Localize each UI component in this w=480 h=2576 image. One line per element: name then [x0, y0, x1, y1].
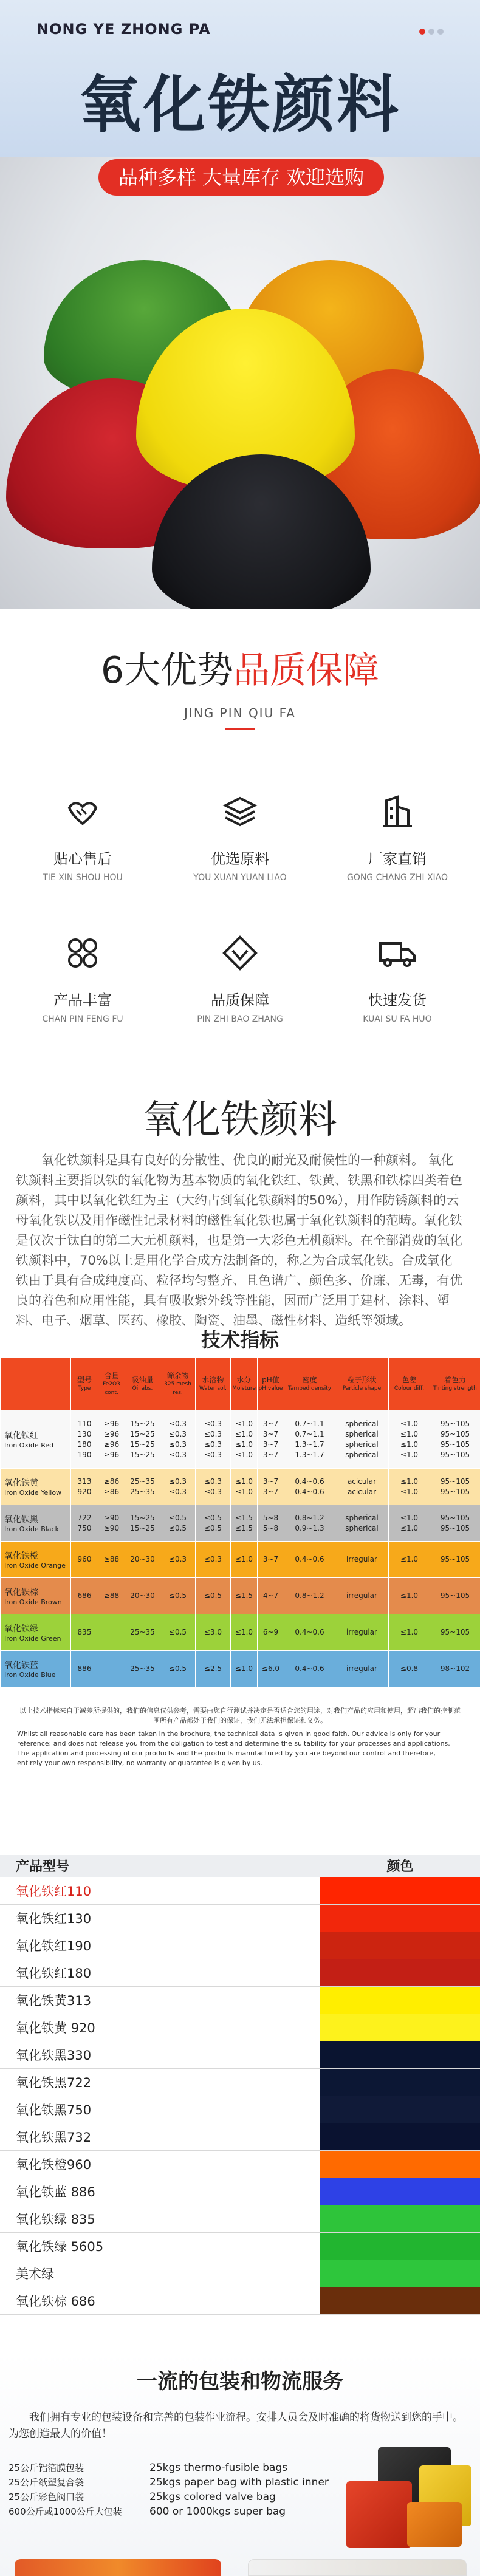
color-row: [0, 2287, 480, 2314]
hero-banner: [0, 0, 480, 189]
packaging-bag-red: [346, 2481, 412, 2548]
color-row: [0, 1986, 480, 2014]
color-row: [0, 2205, 480, 2232]
spec-cell: ≤0.3 ≤0.3: [196, 1469, 231, 1505]
color-row: [0, 1959, 480, 1986]
hero-title: 氧化铁颜料: [79, 69, 401, 142]
spec-cell: 0.8~1.2 0.9~1.3: [284, 1505, 335, 1542]
spec-cell: spherical spherical: [335, 1505, 389, 1542]
spec-cell: 0.7~1.1 0.7~1.1 1.3~1.7 1.3~1.7: [284, 1410, 335, 1469]
spec-header-cell: 水分 Moisture: [231, 1358, 258, 1410]
color-row: [0, 2096, 480, 2123]
color-table: [0, 1855, 480, 2315]
layers-icon: [221, 792, 259, 831]
spec-cell: ≤1.0: [231, 1614, 258, 1651]
spec-cell: ≤1.0: [389, 1614, 430, 1651]
feature-title: 优选原料: [211, 850, 269, 867]
feature-title: 快速发货: [368, 992, 427, 1009]
product-photo-thumb: [248, 2559, 467, 2576]
color-swatch: [320, 2287, 480, 2314]
spec-header-cell: 吸油量 Oil abs.: [125, 1358, 160, 1410]
color-row-model: 氧化铁红180: [0, 1959, 320, 1986]
spec-cell: ≤0.5: [160, 1614, 196, 1651]
grid-icon: [63, 934, 102, 972]
spec-header-cell: 含量 Fe2O3 cont.: [98, 1358, 125, 1410]
carousel-dot[interactable]: [437, 29, 444, 35]
diamond-icon: [221, 934, 259, 972]
spec-product-name: 氧化铁蓝 Iron Oxide Blue: [1, 1651, 71, 1687]
spec-cell: ≤1.0 ≤1.0 ≤1.0 ≤1.0: [231, 1410, 258, 1469]
feature-title: 产品丰富: [53, 992, 112, 1009]
color-row-model: 氧化铁绿 5605: [0, 2232, 320, 2260]
truck-icon: [378, 934, 417, 972]
spec-product-name: 氧化铁黄 Iron Oxide Yellow: [1, 1469, 71, 1505]
spec-table-body: [1, 1410, 480, 1687]
color-swatch: [320, 1959, 480, 1986]
color-row: [0, 2150, 480, 2178]
spec-cell: 15~25 15~25 15~25 15~25: [125, 1410, 160, 1469]
color-row: [0, 2123, 480, 2150]
packaging-item-en: 25kgs colored valve bag: [149, 2491, 276, 2503]
spec-cell: ≤6.0: [258, 1651, 284, 1687]
color-swatch: [320, 1904, 480, 1932]
spec-cell: 20~30: [125, 1542, 160, 1578]
spec-cell: ≤0.5: [160, 1578, 196, 1614]
color-row-model: 氧化铁红110: [0, 1877, 320, 1904]
color-row: [0, 1904, 480, 1932]
advantages-title-part2: 品质保障: [233, 649, 380, 692]
spec-product-name: 氧化铁绿 Iron Oxide Green: [1, 1614, 71, 1651]
spec-cell: ≤0.3 ≤0.3 ≤0.3 ≤0.3: [196, 1410, 231, 1469]
spec-cell: ≤0.5 ≤0.5: [196, 1505, 231, 1542]
intro-section: [0, 1065, 480, 1328]
spec-cell: ≤1.0 ≤1.0: [389, 1505, 430, 1542]
spec-cell: ≥86 ≥86: [98, 1469, 125, 1505]
header-color: 颜色: [320, 1855, 480, 1877]
color-row-model: 氧化铁黄 920: [0, 2014, 320, 2041]
spec-cell: ≥88: [98, 1578, 125, 1614]
spec-cell: 835: [71, 1614, 98, 1651]
spec-row: [1, 1578, 480, 1614]
color-row-model: 氧化铁红130: [0, 1904, 320, 1932]
color-row-model: 氧化铁黑330: [0, 2041, 320, 2068]
spec-header-cell: 水溶物 Water sol.: [196, 1358, 231, 1410]
spec-row: [1, 1505, 480, 1542]
spec-cell: irregular: [335, 1578, 389, 1614]
spec-cell: spherical spherical spherical spherical: [335, 1410, 389, 1469]
spec-notes: [17, 1706, 463, 1768]
slogan-banner: 品种多样 大量库存 欢迎选购: [98, 159, 384, 196]
color-swatch: [320, 2123, 480, 2150]
color-swatch: [320, 2178, 480, 2205]
spec-cell: 95~105: [430, 1614, 480, 1651]
spec-cell: 95~105 95~105: [430, 1505, 480, 1542]
spec-cell: 0.4~0.6 0.4~0.6: [284, 1469, 335, 1505]
spec-cell: ≥88: [98, 1542, 125, 1578]
color-row: [0, 2014, 480, 2041]
spec-cell: 0.4~0.6: [284, 1542, 335, 1578]
spec-header-row: [1, 1358, 480, 1410]
spec-cell: ≥90 ≥90: [98, 1505, 125, 1542]
color-row-model: 氧化铁绿 835: [0, 2205, 320, 2232]
intro-text: 氧化铁颜料是具有良好的分散性、优良的耐光及耐候性的一种颜料。 氧化铁颜料主要指以铁的氧化物为基本物质的氧化铁红、铁黄、铁黑和铁棕四类着色颜料，其中以氧化铁红为主（大约占到氧化铁颜料的50%），用作防锈颜料的云母氧化铁以及用作磁性记录材料的磁性氧化铁也属于氧化铁颜料的范畴。氧化铁是仅次于钛白的第二大无机颜料，也是第一大彩色无机颜料。在全部消费的氧化铁颜料中，70%以上是用化学合成方法制备的，称之为合成氧化铁。合成氧化铁由于具有合成纯度高、粒径均匀整齐、且色谱广、颜色多、价廉、无毒，有优良的着色和应用性能，具有吸收紫外线等性能，因而广泛用于建材、涂料、塑料、电子、烟草、医药、橡胶、陶瓷、油墨、磁性材料、造纸等领域。: [16, 1153, 462, 1328]
feature-rich-products: [10, 934, 156, 1024]
spec-table: [0, 1358, 480, 1687]
spec-cell: 98~102: [430, 1651, 480, 1687]
color-table-header: [0, 1855, 480, 1877]
spec-cell: 95~105: [430, 1578, 480, 1614]
spec-header-cell: 筛余物 325 mesh res.: [160, 1358, 196, 1410]
spec-cell: 0.4~0.6: [284, 1614, 335, 1651]
color-row: [0, 2260, 480, 2287]
spec-cell: 886: [71, 1651, 98, 1687]
spec-cell: 0.4~0.6: [284, 1651, 335, 1687]
spec-cell: ≤0.3: [160, 1542, 196, 1578]
spec-cell: 95~105 95~105 95~105 95~105: [430, 1410, 480, 1469]
spec-cell: 3~7 3~7 3~7 3~7: [258, 1410, 284, 1469]
spec-cell: ≤1.0 ≤1.0: [231, 1469, 258, 1505]
spec-cell: ≤0.5: [160, 1651, 196, 1687]
spec-cell: 15~25 15~25: [125, 1505, 160, 1542]
spec-cell: ≤1.0: [389, 1542, 430, 1578]
color-swatch: [320, 2150, 480, 2178]
feature-raw-material: [167, 792, 313, 883]
color-row-model: 氧化铁黄313: [0, 1986, 320, 2014]
packaging-text: 我们拥有专业的包装设备和完善的包装作业流程。安排人员会及时准确的将货物送到您的手中。为您创造最大的价值！: [9, 2411, 463, 2440]
product-photo-thumb: [15, 2559, 221, 2576]
spec-cell: 95~105 95~105: [430, 1469, 480, 1505]
color-row: [0, 2178, 480, 2205]
spec-header-cell: pH值 pH value: [258, 1358, 284, 1410]
spec-cell: ≤1.0: [231, 1542, 258, 1578]
color-swatch: [320, 2041, 480, 2068]
spec-row: [1, 1469, 480, 1505]
color-swatch: [320, 2260, 480, 2287]
color-swatch: [320, 2068, 480, 2096]
spec-cell: [98, 1651, 125, 1687]
color-swatch: [320, 1986, 480, 2014]
spec-cell: ≤1.0 ≤1.0: [389, 1469, 430, 1505]
spec-header-cell: 密度 Tamped density: [284, 1358, 335, 1410]
spec-cell: 25~35: [125, 1614, 160, 1651]
feature-pinyin: CHAN PIN FENG FU: [42, 1014, 123, 1024]
spec-cell: ≤0.3 ≤0.3 ≤0.3 ≤0.3: [160, 1410, 196, 1469]
color-row-model: 氧化铁蓝 886: [0, 2178, 320, 2205]
color-swatch: [320, 2096, 480, 2123]
spec-section: [0, 1317, 480, 1767]
carousel-dots: [416, 26, 444, 37]
feature-pinyin: GONG CHANG ZHI XIAO: [346, 873, 448, 883]
feature-after-sales: [10, 792, 156, 883]
advantages-title-part1: 6大优势: [100, 649, 234, 692]
spec-cell: [98, 1614, 125, 1651]
spec-cell: 3~7: [258, 1542, 284, 1578]
packaging-item-cn: 25公斤铝箔膜包装: [9, 2462, 84, 2473]
color-row: [0, 2068, 480, 2096]
color-swatch: [320, 2014, 480, 2041]
spec-cell: acicular acicular: [335, 1469, 389, 1505]
packaging-item-en: 25kgs thermo-fusible bags: [149, 2462, 288, 2474]
brand-name: NONG YE ZHONG PA: [36, 21, 211, 38]
color-row: [0, 2041, 480, 2068]
packaging-list-en: [149, 2461, 329, 2519]
spec-product-name: 氧化铁黑 Iron Oxide Black: [1, 1505, 71, 1542]
spec-header-cell: 色差 Colour diff.: [389, 1358, 430, 1410]
packaging-item-cn: 25公斤彩色阀口袋: [9, 2492, 84, 2503]
spec-product-name: 氧化铁棕 Iron Oxide Brown: [1, 1578, 71, 1614]
feature-quality: [167, 934, 313, 1024]
color-swatch: [320, 2205, 480, 2232]
feature-title: 品质保障: [211, 992, 269, 1009]
color-row-model: 氧化铁黑750: [0, 2096, 320, 2123]
spec-row: [1, 1542, 480, 1578]
spec-cell: ≤0.3: [196, 1542, 231, 1578]
spec-cell: ≤0.8: [389, 1651, 430, 1687]
spec-cell: 313 920: [71, 1469, 98, 1505]
spec-cell: ≤1.5 ≤1.5: [231, 1505, 258, 1542]
packaging-list-cn: [9, 2461, 122, 2519]
color-swatch: [320, 1877, 480, 1904]
note-chinese: 以上技术指标来自于减差所提供的，我们的信息仅供参考，需要由您自行测试并决定是否适合您的用途，对我们产品的应用和使用，超出我们的控制范围所有产品都处于我们的保证，我们无法承担保证和义务。: [19, 1707, 461, 1724]
handshake-icon: [63, 792, 102, 831]
feature-title: 厂家直销: [368, 850, 427, 867]
spec-title: 技术指标: [201, 1328, 279, 1351]
spec-cell: ≤1.0: [231, 1651, 258, 1687]
spec-cell: ≤1.0 ≤1.0 ≤1.0 ≤1.0: [389, 1410, 430, 1469]
spec-row: [1, 1614, 480, 1651]
spec-product-name: 氧化铁红 Iron Oxide Red: [1, 1410, 71, 1469]
spec-cell: 5~8 5~8: [258, 1505, 284, 1542]
spec-header-cell: 着色力 Tinting strength: [430, 1358, 480, 1410]
spec-cell: ≤0.5 ≤0.5: [160, 1505, 196, 1542]
pigment-heaps-photo: [0, 157, 480, 609]
spec-cell: 722 750: [71, 1505, 98, 1542]
factory-icon: [378, 792, 417, 831]
packaging-item-cn: 25公斤纸塑复合袋: [9, 2477, 84, 2488]
spec-product-name: 氧化铁橙 Iron Oxide Orange: [1, 1542, 71, 1578]
spec-cell: 960: [71, 1542, 98, 1578]
spec-cell: ≤1.0: [389, 1578, 430, 1614]
spec-cell: 20~30: [125, 1578, 160, 1614]
color-table-body: [0, 1877, 480, 2314]
carousel-dot[interactable]: [428, 29, 434, 35]
spec-row: [1, 1651, 480, 1687]
spec-cell: 25~35: [125, 1651, 160, 1687]
spec-cell: ≤1.5: [231, 1578, 258, 1614]
advantages-title: [0, 641, 480, 694]
spec-cell: irregular: [335, 1614, 389, 1651]
feature-pinyin: TIE XIN SHOU HOU: [43, 873, 123, 883]
feature-pinyin: YOU XUAN YUAN LIAO: [193, 873, 287, 883]
note-english: Whilst all reasonable care has been taken in the brochure, the technical data is given in good faith. Our advice is only for your reference; and does not release you from the obligation to test and determine the suitability for your processes and applications. The application and processing of our products and the products manufactured by you are beyond our control and therefore, entirely your own responsibility, no warranty or guarantee is given by us.: [17, 1730, 450, 1767]
packaging-bag-orange: [407, 2502, 462, 2547]
color-row-model: 氧化铁红190: [0, 1932, 320, 1959]
packaging-item-en: 600 or 1000kgs super bag: [149, 2506, 286, 2518]
feature-fast-delivery: [324, 934, 470, 1024]
spec-cell: 3~7 3~7: [258, 1469, 284, 1505]
spec-row: [1, 1410, 480, 1469]
spec-cell: 0.8~1.2: [284, 1578, 335, 1614]
feature-pinyin: PIN ZHI BAO ZHANG: [197, 1014, 283, 1024]
color-row: [0, 1877, 480, 1904]
advantages-subtitle: JING PIN QIU FA: [184, 706, 296, 720]
spec-cell: 110 130 180 190: [71, 1410, 98, 1469]
header-model: 产品型号: [0, 1855, 320, 1877]
spec-cell: ≥96 ≥96 ≥96 ≥96: [98, 1410, 125, 1469]
advantages-section: [0, 609, 480, 1065]
spec-header-cell: 粒子形状 Particle shape: [335, 1358, 389, 1410]
color-row: [0, 1932, 480, 1959]
spec-cell: ≤2.5: [196, 1651, 231, 1687]
spec-cell: ≤3.0: [196, 1614, 231, 1651]
color-row-model: 氧化铁黑722: [0, 2068, 320, 2096]
color-swatch: [320, 1932, 480, 1959]
spec-cell: 4~7: [258, 1578, 284, 1614]
packaging-item-en: 25kgs paper bag with plastic inner: [149, 2476, 329, 2489]
color-row-model: 氧化铁橙960: [0, 2150, 320, 2178]
spec-header-empty: [1, 1358, 71, 1410]
feature-title: 贴心售后: [53, 850, 112, 867]
packaging-item-cn: 600公斤或1000公斤大包装: [9, 2506, 122, 2517]
carousel-dot[interactable]: [419, 29, 425, 35]
spec-cell: 686: [71, 1578, 98, 1614]
spec-cell: 6~9: [258, 1614, 284, 1651]
feature-pinyin: KUAI SU FA HUO: [363, 1014, 432, 1024]
color-row: [0, 2232, 480, 2260]
color-row-model: 氧化铁黑732: [0, 2123, 320, 2150]
color-swatch: [320, 2232, 480, 2260]
spec-cell: 25~35 25~35: [125, 1469, 160, 1505]
packaging-title: 一流的包装和物流服务: [137, 2369, 343, 2394]
feature-direct-sale: [324, 792, 470, 883]
color-row-model: 氧化铁棕 686: [0, 2287, 320, 2314]
intro-title: 氧化铁颜料: [143, 1098, 337, 1143]
title-underline: [225, 728, 255, 730]
spec-cell: irregular: [335, 1542, 389, 1578]
packaging-section: [0, 2352, 480, 2576]
spec-cell: ≤0.3 ≤0.3: [160, 1469, 196, 1505]
spec-header-cell: 型号 Type: [71, 1358, 98, 1410]
spec-cell: irregular: [335, 1651, 389, 1687]
spec-cell: ≤0.5: [196, 1578, 231, 1614]
color-row-model: 美术绿: [0, 2260, 320, 2287]
spec-cell: 95~105: [430, 1542, 480, 1578]
